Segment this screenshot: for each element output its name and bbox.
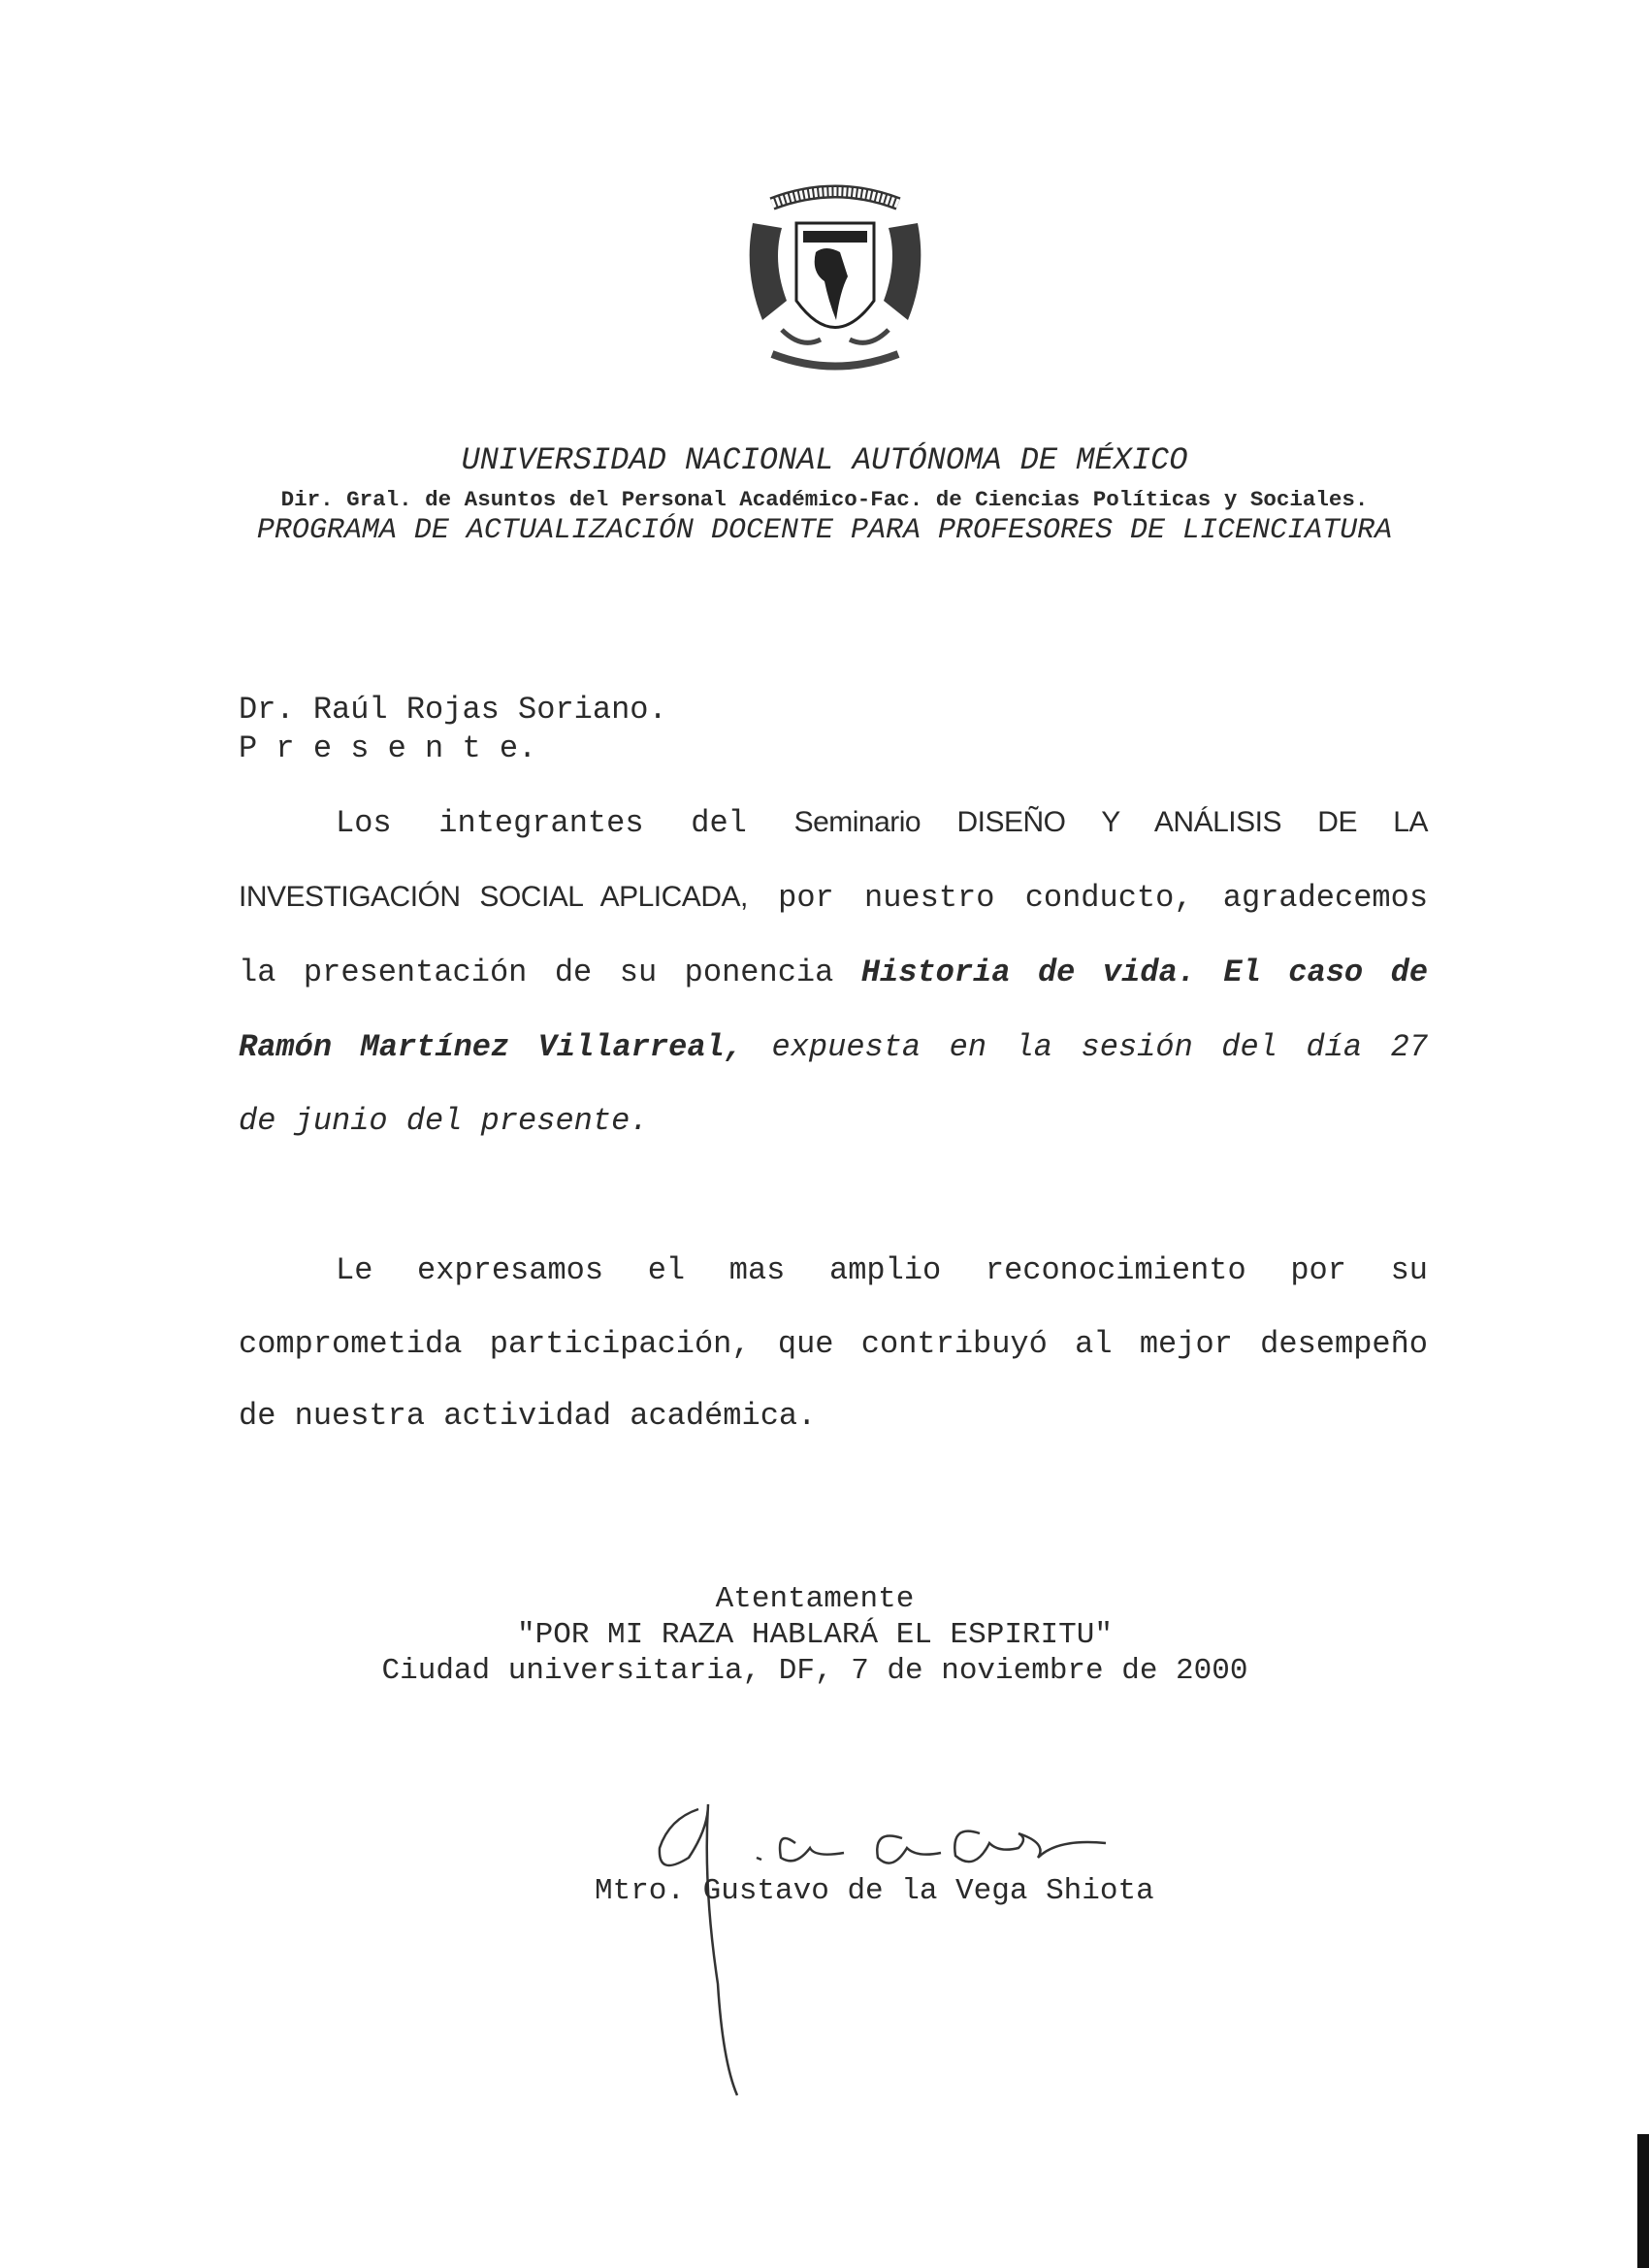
text-run: expuesta en la sesión del día 27 <box>771 1029 1429 1065</box>
closing-salutation: Atentamente <box>715 1582 915 1616</box>
program-name: PROGRAMA DE ACTUALIZACIÓN DOCENTE PARA PROFESORES DE LICENCIATURA <box>256 514 1393 547</box>
closing-motto: "POR MI RAZA HABLARÁ EL ESPIRITU" <box>517 1618 1113 1652</box>
paragraph-1-line-1 <box>336 805 1428 841</box>
scan-edge-mark <box>1637 2134 1649 2268</box>
handwritten-signature <box>650 1790 1116 2100</box>
paragraph-1-line-5: de junio del presente. <box>239 1103 649 1139</box>
paragraph-1-line-4 <box>239 1029 1428 1065</box>
recipient-presente: P r e s e n t e. <box>239 730 537 766</box>
lecture-title-part-2: Ramón Martínez Villarreal, <box>239 1029 743 1065</box>
text-run: Los integrantes del <box>336 805 747 841</box>
text-run: por nuestro conducto, agradecemos <box>778 880 1429 916</box>
paragraph-2-line-1: Le expresamos el mas amplio reconocimiento por su <box>336 1252 1428 1288</box>
text-run: la presentación de su ponencia <box>239 955 834 990</box>
paragraph-1-line-3 <box>239 955 1428 990</box>
lecture-title-part-1: Historia de vida. El caso de <box>860 955 1429 990</box>
unam-seal-logo <box>743 184 927 380</box>
paragraph-2-line-3: de nuestra actividad académica. <box>239 1398 817 1434</box>
paragraph-1-line-2 <box>239 880 1428 916</box>
recipient-name: Dr. Raúl Rojas Soriano. <box>239 692 667 728</box>
university-name: UNIVERSIDAD NACIONAL AUTÓNOMA DE MÉXICO <box>461 442 1188 478</box>
seminar-name-part-1: Seminario DISEÑO Y ANÁLISIS DE LA <box>793 806 1429 838</box>
paragraph-2-line-2: comprometida participación, que contribuyó al mejor desempeño <box>239 1326 1428 1362</box>
seminar-name-part-2: INVESTIGACIÓN SOCIAL APLICADA, <box>239 881 748 913</box>
signatory-name: Mtro. Gustavo de la Vega Shiota <box>595 1874 1154 1908</box>
closing-place-date: Ciudad universitaria, DF, 7 de noviembre de 2000 <box>381 1654 1248 1688</box>
department-name: Dir. Gral. de Asuntos del Personal Académico-Fac. de Ciencias Políticas y Sociales. <box>280 487 1369 512</box>
